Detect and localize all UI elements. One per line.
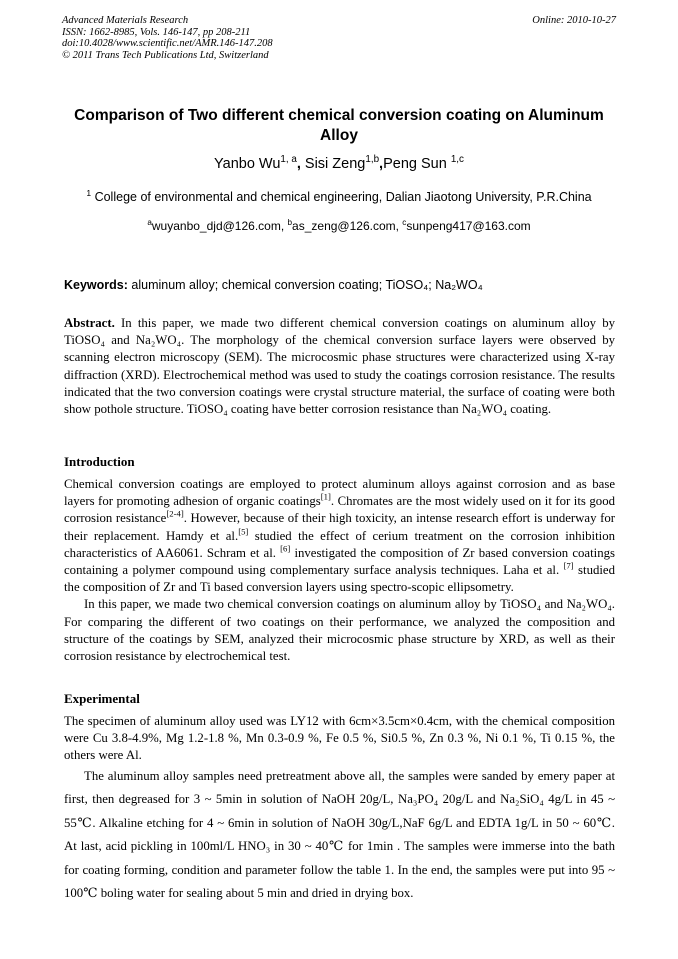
doi-line: doi:10.4028/www.scientific.net/AMR.146-147.208: [62, 38, 273, 49]
email-sup: b: [287, 218, 293, 227]
citation: [1]: [320, 491, 331, 502]
author-name: Peng Sun: [383, 156, 447, 172]
issn-line: ISSN: 1662-8985, Vols. 146-147, pp 208-211: [62, 26, 251, 38]
journal-header: [62, 15, 616, 61]
abstract-label: Abstract.: [64, 316, 115, 330]
keywords-label: Keywords:: [64, 278, 128, 292]
journal-name: Advanced Materials Research: [62, 15, 189, 26]
email-address[interactable]: as_zeng@126.com: [292, 219, 396, 233]
citation: [2-4]: [166, 509, 184, 520]
email-address[interactable]: wuyanbo_djd@126.com: [151, 219, 281, 233]
author-sup: 1, a: [280, 154, 297, 166]
abstract: [64, 315, 615, 418]
author-sup: 1,c: [450, 154, 464, 166]
abstract-text: In this paper, we made two different chemical conversion coatings on aluminum alloy by TiOSO₄ and Na₂WO₄. The morphology of the chemical conversion surface layers were observed by scanning electron microscopy (SEM). The microcosmic phase structures were characterized using X-ray diffraction (XRD). Electrochemical method was used to study the coatings corrosion resistance. The results indicated that the two conversion coatings were crystal structure material, the surface of coating were both show pothole structure. TiOSO₄ coating have better corrosion resistance than Na₂WO₄ coating.: [64, 316, 616, 417]
affiliation-sup: 1: [86, 187, 92, 198]
online-date: Online: 2010-10-27: [532, 15, 616, 26]
intro-text: . Chromates are the most widely used on it for its good corrosion resistance: [64, 494, 615, 526]
email-sup: c: [402, 218, 407, 227]
intro-paragraph-2: In this paper, we made two chemical conversion coatings on aluminum alloy by TiOSO₄ and Na₂WO₄. For comparing the different of two coatings on their performance, we analyzed the composition and structure of the coatings by SEM, analyzed their microcosmic phase structure by XRD, as well as their corrosion resistance by electrochemical test.: [64, 597, 615, 664]
keywords-text: aluminum alloy; chemical conversion coating; TiOSO₄; Na₂WO₄: [131, 278, 483, 292]
email-sup: a: [147, 218, 152, 227]
author-name: Yanbo Wu: [214, 156, 281, 172]
affiliation-text: College of environmental and chemical engineering, Dalian Jiaotong University, P.R.China: [94, 190, 592, 204]
experimental-heading: Experimental: [64, 691, 140, 706]
citation: [5]: [238, 526, 249, 537]
intro-text: investigated the composition of Zr based conversion coatings containing a polymer compound using complementary surface analysis techniques. Laha et al.: [64, 545, 615, 578]
citation: [7]: [563, 560, 574, 571]
citation: [6]: [280, 543, 291, 554]
copyright-line: © 2011 Trans Tech Publications Ltd, Switzerland: [62, 49, 269, 61]
intro-text: studied the composition of Zr and Ti based conversion layers using spectro-scopic ellipsometry.: [64, 563, 615, 595]
author-name: Sisi Zeng: [304, 156, 366, 172]
author-sup: 1,b: [365, 154, 380, 166]
introduction-body: [64, 476, 615, 665]
author-list: Yanbo Wu$^{1, a}$, Sisi Zeng$^{1,b}$,Peng Sun $^{1,c}$: [214, 154, 464, 172]
experimental-body: [64, 713, 615, 906]
intro-text: Chemical conversion coatings are employed to protect aluminum alloys against corrosion and as base layers for promoting adhesion of organic coatings: [64, 477, 615, 509]
introduction-heading: Introduction: [64, 454, 135, 469]
intro-text: studied the effect of cerium treatment on the corrosion inhibition characteristics of AA6061. Schram et al.: [64, 528, 616, 560]
email-address[interactable]: sunpeng417@163.com: [406, 219, 531, 233]
email-list: $^a$wuyanbo_djd@126.com, $^b$as_zeng@126.com, $^c$sunpeng417@163.com: [147, 218, 531, 233]
intro-text: . However, because of their high toxicity, an intense research effort is underway for their replacement. Hamdy et al.: [64, 511, 616, 543]
keywords: [64, 278, 618, 292]
experimental-paragraph-1: The specimen of aluminum alloy used was LY12 with 6cm×3.5cm×0.4cm, with the chemical composition were Cu 3.8-4.9%, Mg 1.2-1.8 %, Mn 0.3-0.9 %, Fe 0.5 %, Si0.5 %, Zn 0.3 %, Ni 0.1 %, Ti 0.15 %, the others were Al.: [64, 714, 615, 763]
affiliation: [0, 187, 678, 204]
paper-title: Comparison of Two different chemical conversion coating on Aluminum Alloy: [74, 107, 604, 144]
experimental-paragraph-2: The aluminum alloy samples need pretreatment above all, the samples were sanded by emery paper at first, then degreased for 3 ~ 5min in solution of NaOH 20g/L, Na₃PO₄ 20g/L and Na₂SiO₄ 4g/L in 45 ~ 55℃. Alkaline etching for 4 ~ 6min in solution of NaOH 30g/L,NaF 6g/L and EDTA 1g/L in 50 ~ 60℃. At last, acid pickling in 100ml/L HNO₃ in 30 ~ 40℃ for 1min . The samples were immerse into the bath for coating forming, condition and parameter follow the table 1. In the end, the samples were put into 95 ~ 100℃ boling water for sealing about 5 min and dried in drying box.: [64, 768, 615, 901]
intro-paragraph-1: [64, 477, 615, 594]
